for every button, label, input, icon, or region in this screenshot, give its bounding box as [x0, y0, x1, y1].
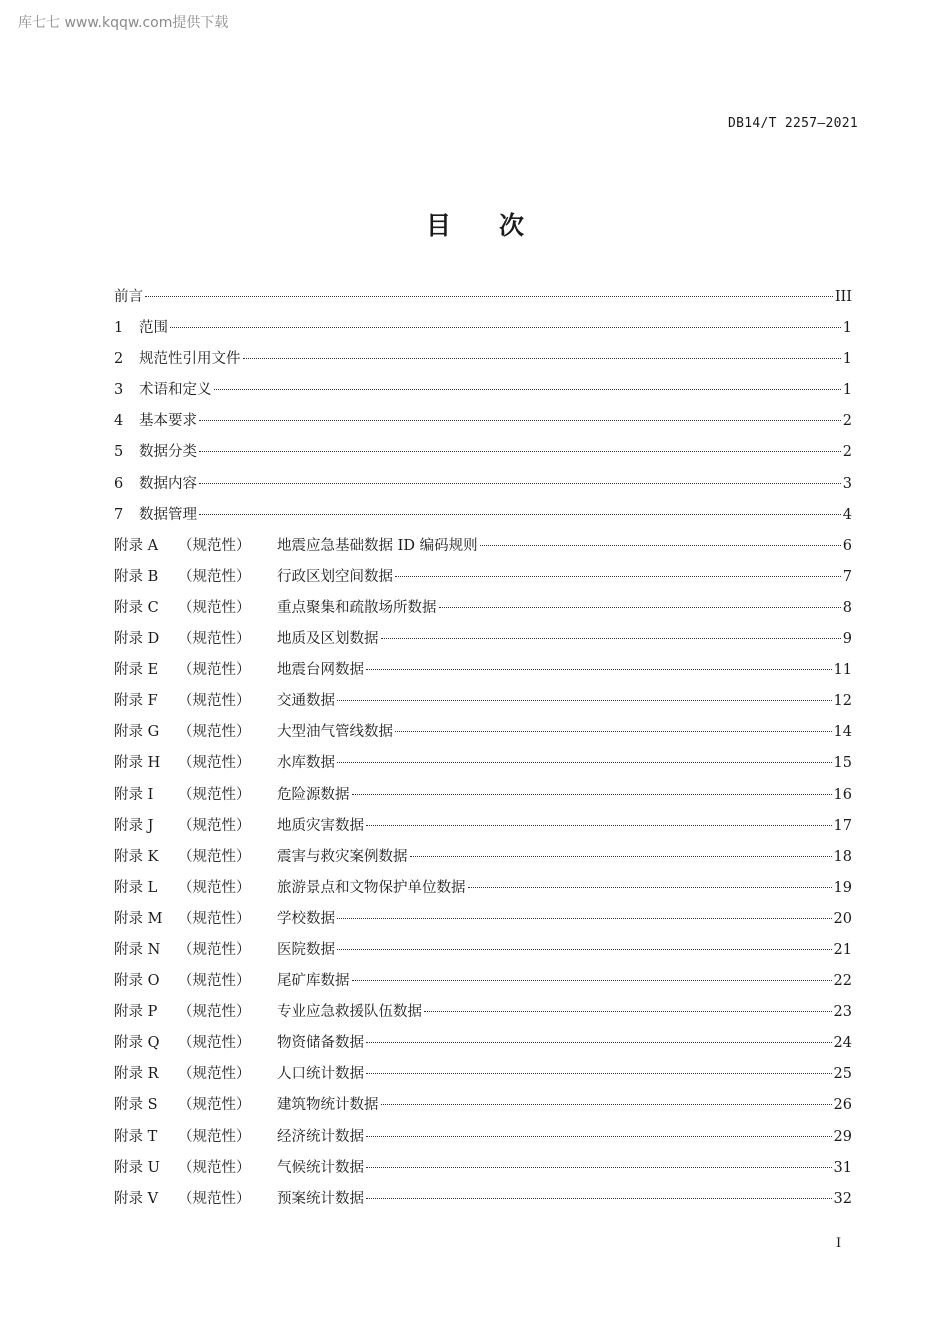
toc-entry[interactable] [114, 1122, 852, 1153]
toc-entry[interactable] [114, 562, 852, 593]
toc-entry-title: 水库数据 [277, 755, 335, 772]
toc-dot-leader [352, 980, 832, 981]
toc-entry-title: 数据分类 [139, 444, 197, 461]
toc-entry-page: 23 [833, 1004, 852, 1021]
toc-entry[interactable] [114, 1184, 852, 1215]
toc-entry-number: 附录 C [114, 599, 159, 616]
toc-entry-page: 7 [842, 568, 852, 585]
toc-entry-page: 18 [833, 848, 852, 865]
toc-entry[interactable] [114, 1090, 852, 1121]
toc-dot-leader [214, 389, 841, 390]
toc-entry-title: 重点聚集和疏散场所数据 [277, 599, 437, 616]
toc-entry-kind: （规范性） [178, 631, 251, 648]
toc-entry-kind: （规范性） [178, 755, 251, 772]
toc-dot-leader [366, 1136, 832, 1137]
toc-dot-leader [424, 1011, 832, 1012]
toc-entry-number: 附录 P [114, 1004, 158, 1021]
toc-entry-page: 8 [842, 599, 852, 616]
toc-entry-kind: （规范性） [178, 693, 251, 710]
toc-entry-number: 附录 I [114, 786, 154, 803]
toc-entry-page: 15 [833, 755, 852, 772]
toc-entry-title: 前言 [114, 289, 143, 305]
toc-entry-number: 附录 E [114, 662, 159, 679]
toc-dot-leader [381, 1104, 832, 1105]
toc-dot-leader [170, 327, 841, 328]
toc-dot-leader [366, 669, 832, 670]
toc-entry-number: 附录 R [114, 1066, 159, 1083]
toc-entry[interactable] [114, 997, 852, 1028]
toc-dot-leader [243, 358, 841, 359]
toc-entry-kind: （规范性） [178, 910, 251, 927]
toc-entry-title: 交通数据 [277, 693, 335, 710]
toc-dot-leader [439, 607, 841, 608]
toc-entry-title: 地震台网数据 [277, 662, 364, 679]
toc-entry[interactable] [114, 1028, 852, 1059]
toc-dot-leader [366, 1042, 832, 1043]
toc-dot-leader [199, 514, 841, 515]
toc-entry-page: 25 [833, 1066, 852, 1083]
toc-entry[interactable] [114, 873, 852, 904]
toc-dot-leader [199, 420, 841, 421]
toc-entry-kind: （规范性） [178, 848, 251, 865]
toc-entry-number: 附录 O [114, 973, 160, 990]
toc-entry-kind: （规范性） [178, 1097, 251, 1114]
toc-entry[interactable] [114, 593, 852, 624]
toc-entry-page: 22 [833, 973, 852, 990]
toc-entry-kind: （规范性） [178, 817, 251, 834]
footer-page-number: I [836, 1236, 842, 1251]
toc-entry[interactable] [114, 1153, 852, 1184]
toc-entry-title: 数据内容 [139, 475, 197, 492]
toc-entry-kind: （规范性） [178, 1004, 251, 1021]
toc-entry-kind: （规范性） [178, 941, 251, 958]
toc-entry[interactable] [114, 500, 852, 531]
toc-entry-kind: （规范性） [178, 973, 251, 990]
toc-entry-number: 附录 A [114, 537, 159, 554]
toc-entry-page: 1 [842, 351, 852, 368]
toc-entry-page: 17 [833, 817, 852, 834]
toc-entry-title: 物资储备数据 [277, 1035, 364, 1052]
toc-entry[interactable] [114, 375, 852, 406]
toc-entry-number: 附录 K [114, 848, 159, 865]
toc-entry-title: 震害与救灾案例数据 [277, 848, 408, 865]
toc-entry[interactable] [114, 469, 852, 500]
toc-entry-number: 附录 H [114, 755, 161, 772]
toc-entry-title: 数据管理 [139, 506, 197, 523]
toc-entry-number: 2 [114, 351, 124, 368]
toc-entry[interactable] [114, 624, 852, 655]
toc-entry-title: 行政区划空间数据 [277, 568, 393, 585]
toc-entry-kind: （规范性） [178, 568, 251, 585]
toc-dot-leader [366, 825, 832, 826]
toc-entry[interactable] [114, 717, 852, 748]
toc-entry-kind: （规范性） [178, 1190, 251, 1207]
toc-entry-title: 术语和定义 [139, 382, 212, 399]
toc-entry-title: 地质及区划数据 [277, 631, 379, 648]
page-title-char-2: 次 [499, 211, 525, 240]
watermark-text: 库七七 www.kqqw.com提供下载 [18, 15, 229, 31]
toc-entry[interactable] [114, 811, 852, 842]
toc-dot-leader [395, 731, 832, 732]
toc-entry-kind: （规范性） [178, 1066, 251, 1083]
toc-dot-leader [366, 1198, 832, 1199]
page-title-char-1: 目 [425, 211, 451, 240]
toc-entry-number: 附录 N [114, 941, 161, 958]
toc-entry-number: 附录 T [114, 1128, 158, 1145]
toc-entry-number: 附录 Q [114, 1035, 160, 1052]
toc-entry-title: 基本要求 [139, 413, 197, 430]
toc-dot-leader [366, 1073, 832, 1074]
toc-entry[interactable] [114, 531, 852, 562]
toc-entry-number: 附录 F [114, 693, 158, 710]
toc-entry-kind: （规范性） [178, 786, 251, 803]
toc-entry-page: 14 [833, 724, 852, 741]
toc-entry-page: 31 [833, 1159, 852, 1176]
toc-dot-leader [395, 576, 841, 577]
toc-entry-kind: （规范性） [178, 879, 251, 896]
toc-entry-kind: （规范性） [178, 599, 251, 616]
toc-entry-title: 规范性引用文件 [139, 351, 241, 368]
toc-entry[interactable] [114, 406, 852, 437]
toc-entry-kind: （规范性） [178, 537, 251, 554]
toc-entry-title: 危险源数据 [277, 786, 350, 803]
toc-dot-leader [337, 700, 832, 701]
toc-dot-leader [337, 918, 832, 919]
toc-dot-leader [366, 1167, 832, 1168]
toc-entry[interactable] [114, 935, 852, 966]
toc-entry-page: 26 [833, 1097, 852, 1114]
toc-entry-title: 专业应急救援队伍数据 [277, 1004, 422, 1021]
toc-entry[interactable] [114, 904, 852, 935]
toc-entry[interactable] [114, 655, 852, 686]
toc-entry-kind: （规范性） [178, 1159, 251, 1176]
toc-entry-page: 20 [833, 910, 852, 927]
toc-dot-leader [352, 794, 832, 795]
toc-dot-leader [145, 296, 833, 297]
toc-dot-leader [410, 856, 832, 857]
toc-entry-title: 建筑物统计数据 [277, 1097, 379, 1114]
toc-entry-number: 4 [114, 413, 124, 430]
table-of-contents [114, 282, 852, 1215]
toc-dot-leader [480, 545, 841, 546]
toc-entry-page: 1 [842, 320, 852, 337]
toc-entry-page: 2 [842, 444, 852, 461]
toc-entry-title: 学校数据 [277, 910, 335, 927]
toc-dot-leader [337, 949, 832, 950]
toc-entry-number: 附录 B [114, 568, 159, 585]
standard-code: DB14/T 2257—2021 [727, 116, 858, 131]
toc-entry-page: 4 [842, 506, 852, 523]
toc-entry[interactable] [114, 686, 852, 717]
toc-entry-kind: （规范性） [178, 662, 251, 679]
toc-entry-title: 尾矿库数据 [277, 973, 350, 990]
toc-dot-leader [337, 762, 832, 763]
toc-entry-page: 16 [833, 786, 852, 803]
toc-entry-number: 7 [114, 506, 124, 523]
toc-entry-title: 预案统计数据 [277, 1190, 364, 1207]
toc-entry-title: 地质灾害数据 [277, 817, 364, 834]
toc-entry-number: 附录 G [114, 724, 160, 741]
toc-dot-leader [468, 887, 832, 888]
toc-entry-number: 附录 J [114, 817, 154, 834]
toc-entry-title: 大型油气管线数据 [277, 724, 393, 741]
toc-entry-title: 经济统计数据 [277, 1128, 364, 1145]
toc-entry-title: 医院数据 [277, 941, 335, 958]
toc-entry-kind: （规范性） [178, 1035, 251, 1052]
toc-entry-page: 2 [842, 413, 852, 430]
toc-entry-title: 范围 [139, 320, 168, 337]
toc-entry-page: 3 [842, 475, 852, 492]
page-title [0, 206, 950, 242]
toc-entry-page: 29 [833, 1128, 852, 1145]
toc-entry-page: III [834, 289, 852, 305]
toc-entry-page: 6 [842, 537, 852, 554]
toc-dot-leader [199, 451, 841, 452]
toc-entry[interactable] [114, 437, 852, 468]
toc-entry-kind: （规范性） [178, 1128, 251, 1145]
toc-entry[interactable] [114, 780, 852, 811]
toc-entry-title: 气候统计数据 [277, 1159, 364, 1176]
toc-entry-number: 附录 L [114, 879, 158, 896]
toc-entry[interactable] [114, 282, 852, 313]
toc-entry-number: 5 [114, 444, 124, 461]
toc-entry-title: 地震应急基础数据 ID 编码规则 [277, 537, 478, 554]
toc-dot-leader [381, 638, 841, 639]
toc-entry-number: 附录 U [114, 1159, 160, 1176]
toc-entry-title: 旅游景点和文物保护单位数据 [277, 879, 466, 896]
toc-entry-number: 附录 V [114, 1190, 159, 1207]
toc-entry[interactable] [114, 1059, 852, 1090]
toc-entry-page: 32 [833, 1190, 852, 1207]
toc-entry-kind: （规范性） [178, 724, 251, 741]
toc-entry-number: 1 [114, 320, 124, 337]
toc-entry[interactable] [114, 313, 852, 344]
toc-entry-page: 1 [842, 382, 852, 399]
toc-dot-leader [199, 483, 841, 484]
toc-entry[interactable] [114, 842, 852, 873]
toc-entry-number: 6 [114, 475, 124, 492]
toc-entry-number: 附录 M [114, 910, 163, 927]
toc-entry-page: 19 [833, 879, 852, 896]
toc-entry-page: 9 [842, 631, 852, 648]
toc-entry-page: 12 [833, 693, 852, 710]
toc-entry[interactable] [114, 344, 852, 375]
toc-entry[interactable] [114, 966, 852, 997]
toc-entry-page: 24 [833, 1035, 852, 1052]
toc-entry-number: 附录 D [114, 631, 160, 648]
toc-entry-title: 人口统计数据 [277, 1066, 364, 1083]
toc-entry-page: 11 [833, 662, 852, 679]
toc-entry-number: 附录 S [114, 1097, 158, 1114]
toc-entry-number: 3 [114, 382, 124, 399]
toc-entry-page: 21 [833, 941, 852, 958]
toc-entry[interactable] [114, 748, 852, 779]
